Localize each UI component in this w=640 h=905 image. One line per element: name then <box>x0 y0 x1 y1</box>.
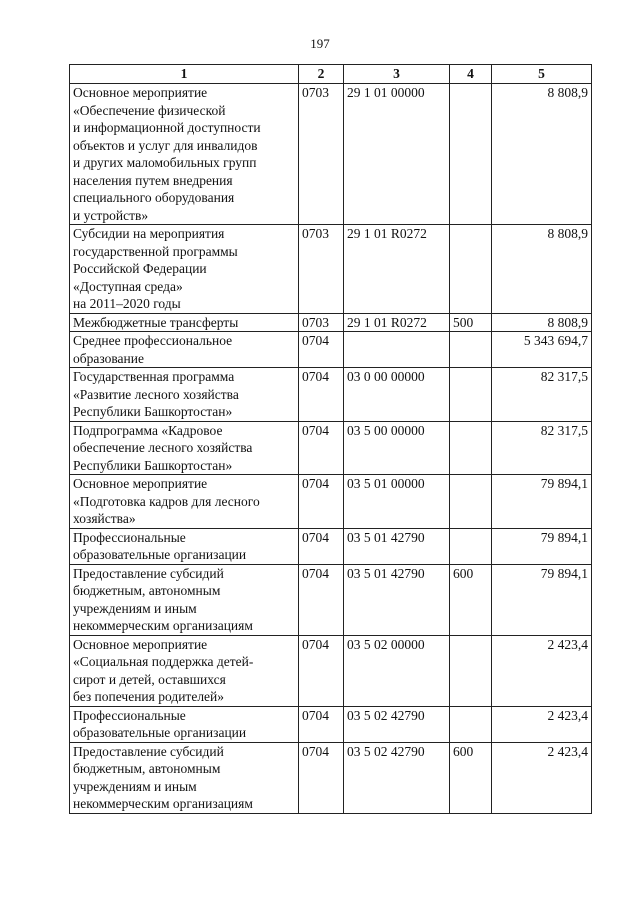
row-expense-type <box>450 368 492 422</box>
column-header-2: 2 <box>299 65 344 84</box>
row-amount: 82 317,5 <box>492 368 592 422</box>
table-row <box>70 421 592 475</box>
row-section-code: 0704 <box>299 706 344 742</box>
row-target-code: 29 1 01 R0272 <box>344 313 450 332</box>
budget-table <box>69 64 592 814</box>
row-section-code: 0703 <box>299 313 344 332</box>
column-header-4: 4 <box>450 65 492 84</box>
row-target-code: 29 1 01 R0272 <box>344 225 450 314</box>
row-name: Предоставление субсидий бюджетным, автономным учреждениям и иным некоммерческим организациям <box>70 742 299 813</box>
row-section-code: 0704 <box>299 742 344 813</box>
row-section-code: 0703 <box>299 225 344 314</box>
row-target-code: 29 1 01 00000 <box>344 84 450 225</box>
row-name: Подпрограмма «Кадровое обеспечение лесного хозяйства Республики Башкортостан» <box>70 421 299 475</box>
row-expense-type <box>450 225 492 314</box>
page-number: 197 <box>310 36 330 51</box>
row-target-code: 03 5 00 00000 <box>344 421 450 475</box>
row-section-code: 0704 <box>299 528 344 564</box>
row-expense-type: 600 <box>450 742 492 813</box>
table-row <box>70 564 592 635</box>
row-name: Субсидии на мероприятия государственной программы Российской Федерации «Доступная среда» на 2011–2020 годы <box>70 225 299 314</box>
row-target-code: 03 5 02 42790 <box>344 742 450 813</box>
row-expense-type <box>450 475 492 529</box>
row-amount: 79 894,1 <box>492 564 592 635</box>
row-target-code: 03 5 01 42790 <box>344 564 450 635</box>
row-target-code: 03 5 01 00000 <box>344 475 450 529</box>
row-section-code: 0704 <box>299 635 344 706</box>
table-row <box>70 313 592 332</box>
table-row <box>70 475 592 529</box>
row-expense-type: 500 <box>450 313 492 332</box>
row-amount: 79 894,1 <box>492 528 592 564</box>
row-section-code: 0704 <box>299 475 344 529</box>
column-header-3: 3 <box>344 65 450 84</box>
row-expense-type <box>450 706 492 742</box>
row-amount: 2 423,4 <box>492 742 592 813</box>
row-expense-type <box>450 421 492 475</box>
row-expense-type <box>450 528 492 564</box>
row-section-code: 0704 <box>299 564 344 635</box>
row-amount: 2 423,4 <box>492 706 592 742</box>
row-amount: 8 808,9 <box>492 313 592 332</box>
table-row <box>70 635 592 706</box>
table-row <box>70 368 592 422</box>
row-target-code: 03 5 02 00000 <box>344 635 450 706</box>
column-header-5: 5 <box>492 65 592 84</box>
table-header-row <box>70 65 592 84</box>
row-name: Предоставление субсидий бюджетным, автономным учреждениям и иным некоммерческим организациям <box>70 564 299 635</box>
row-amount: 8 808,9 <box>492 225 592 314</box>
table-row <box>70 84 592 225</box>
row-name: Среднее профессиональное образование <box>70 332 299 368</box>
row-name: Профессиональные образовательные организации <box>70 706 299 742</box>
row-section-code: 0704 <box>299 332 344 368</box>
row-section-code: 0704 <box>299 368 344 422</box>
row-name: Межбюджетные трансферты <box>70 313 299 332</box>
row-amount: 2 423,4 <box>492 635 592 706</box>
row-name: Государственная программа «Развитие лесного хозяйства Республики Башкортостан» <box>70 368 299 422</box>
table-row <box>70 706 592 742</box>
row-expense-type <box>450 635 492 706</box>
row-expense-type: 600 <box>450 564 492 635</box>
row-name: Основное мероприятие «Социальная поддержка детей- сирот и детей, оставшихся без попечения родителей» <box>70 635 299 706</box>
column-header-1: 1 <box>70 65 299 84</box>
row-amount: 79 894,1 <box>492 475 592 529</box>
table-row <box>70 528 592 564</box>
row-target-code: 03 5 02 42790 <box>344 706 450 742</box>
table-row <box>70 332 592 368</box>
row-name: Основное мероприятие «Обеспечение физической и информационной доступности объектов и услуг для инвалидов и других маломобильных групп населения путем внедрения специального оборудования и устройств» <box>70 84 299 225</box>
row-section-code: 0704 <box>299 421 344 475</box>
row-name: Профессиональные образовательные организации <box>70 528 299 564</box>
table-row <box>70 225 592 314</box>
row-expense-type <box>450 332 492 368</box>
row-target-code: 03 5 01 42790 <box>344 528 450 564</box>
row-amount: 82 317,5 <box>492 421 592 475</box>
row-name: Основное мероприятие «Подготовка кадров для лесного хозяйства» <box>70 475 299 529</box>
table-body <box>70 84 592 814</box>
row-target-code: 03 0 00 00000 <box>344 368 450 422</box>
row-amount: 8 808,9 <box>492 84 592 225</box>
row-target-code <box>344 332 450 368</box>
table-row <box>70 742 592 813</box>
row-section-code: 0703 <box>299 84 344 225</box>
row-expense-type <box>450 84 492 225</box>
row-amount: 5 343 694,7 <box>492 332 592 368</box>
